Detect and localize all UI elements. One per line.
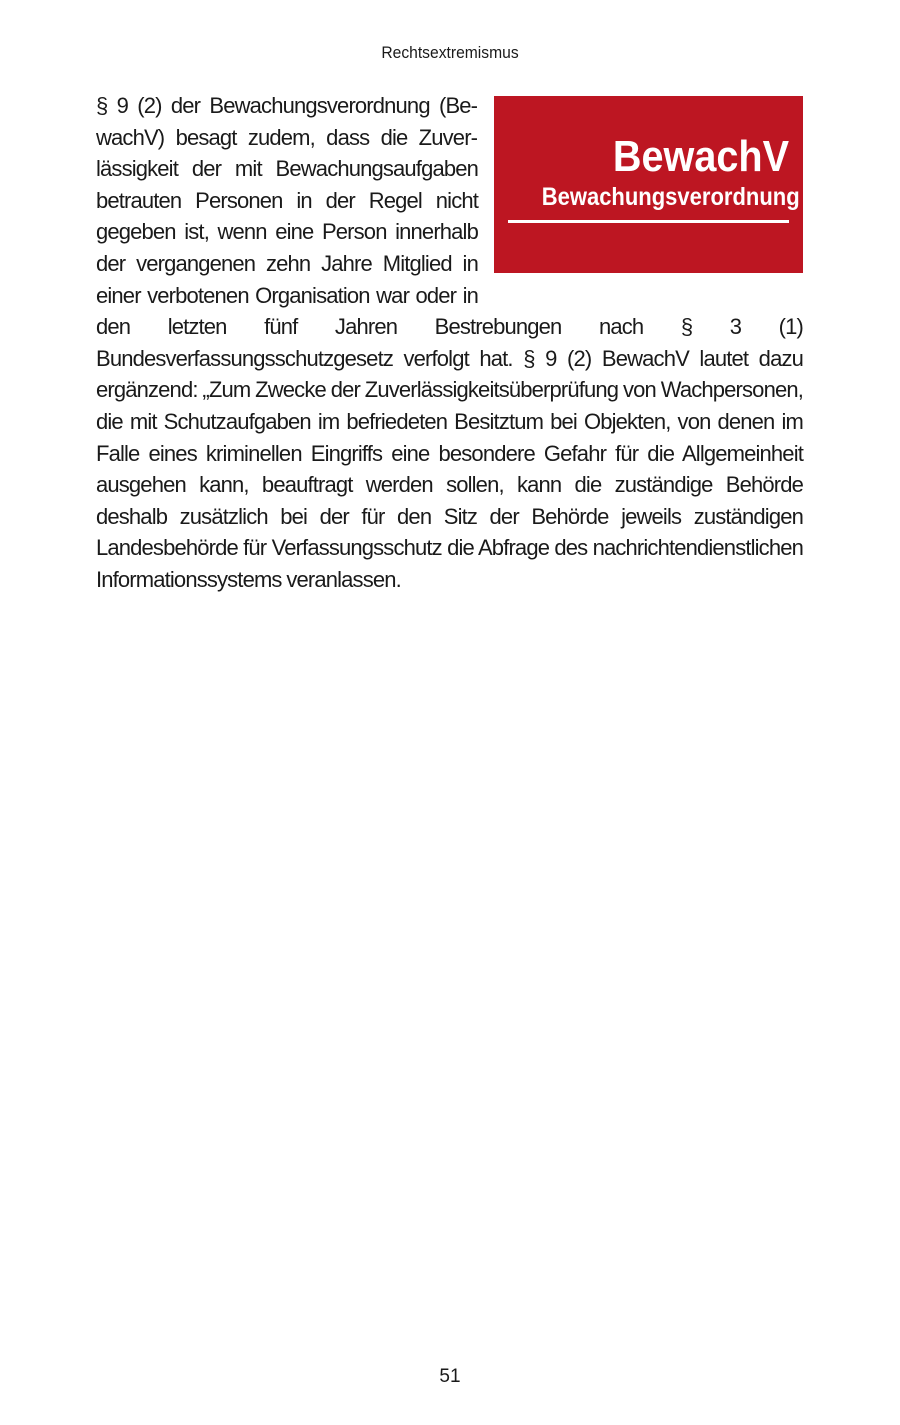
- page-content: [96, 90, 803, 596]
- term-box: [494, 96, 803, 273]
- body-paragraph: § 9 (2) der Bewachungsverordnung (BewachV) besagt zudem, dass die Zuverlässigkeit der mit Bewachungsaufgaben betrauten Personen in der Regel nicht gegeben ist, wenn eine Person innerhalb der vergangenen zehn Jahre Mitglied in einer verbotenen Organisation war oder in den letzten fünf Jahren Bestrebungen nach § 3 (1) Bundesverfassungsschutzgesetz verfolgt hat. § 9 (2) BewachV lautet dazu ergänzend: „Zum Zwecke der Zuverlässigkeitsüberprüfung von Wachpersonen, die mit Schutzaufgaben im befriedeten Besitztum bei Objekten, von denen im Falle eines kriminellen Eingriffs eine besondere Gefahr für die Allgemeinheit ausgehen kann, beauftragt werden sollen, kann die zuständige Behörde deshalb zusätzlich bei der für den Sitz der Behörde jeweils zuständigen Landesbehörde für Verfassungsschutz die Abfrage des nachrichtendienstlichen Informationssystems veranlassen.: [96, 93, 803, 592]
- running-header: Rechtsextremismus: [381, 43, 519, 62]
- page-number: 51: [439, 1366, 461, 1387]
- term-box-underline: [508, 220, 789, 223]
- term-box-title: BewachV: [612, 132, 789, 181]
- term-box-subtitle: Bewachungsverordnung: [541, 183, 800, 211]
